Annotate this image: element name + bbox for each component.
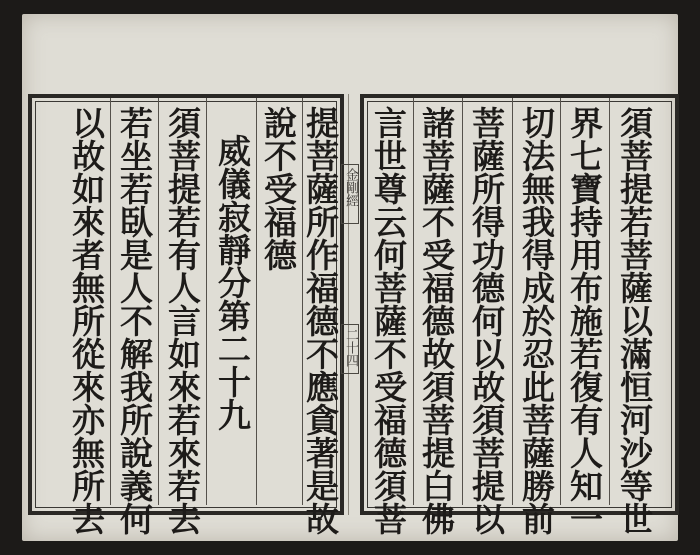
column-rule [560,98,561,505]
book-page [22,14,678,541]
left-column-1-text: 以故如來者無所從來亦無所去 [67,106,106,535]
left-column-5-text: 說不受福德 [259,106,298,271]
column-rule [158,98,159,505]
right-column-2 [416,106,456,535]
right-column-4-text: 切法無我得成於忍此菩薩勝前 [517,106,556,535]
column-rule [609,98,610,505]
left-column-3 [162,106,202,535]
left-column-6-text: 提菩薩所作福德不應貪著是故 [301,106,340,535]
right-column-3 [466,106,506,535]
right-column-5 [564,106,604,535]
left-column-2 [114,106,154,535]
column-rule [413,98,414,505]
column-rule [206,98,207,505]
right-column-2-text: 諸菩薩不受福德故須菩提白佛 [417,106,456,535]
column-rule [256,98,257,505]
column-rule [512,98,513,505]
center-gutter [338,94,360,515]
right-column-1 [368,106,408,535]
right-column-6 [614,106,654,535]
right-column-4 [516,106,556,535]
left-column-2-text: 若坐若臥是人不解我所說義何 [115,106,154,535]
right-column-6-text: 須菩提若菩薩以滿恒河沙等世 [615,106,654,535]
left-column-4-section-heading [212,134,252,431]
left-column-6 [300,106,340,535]
right-column-5-text: 界七寶持用布施若復有人知一 [565,106,604,535]
gutter-folio-number: 二十四 [343,328,358,367]
section-heading-text: 威儀寂靜分第二十九 [213,134,252,431]
gutter-fold-line [348,94,349,515]
left-column-3-text: 須菩提若有人言如來若來若去 [163,106,202,535]
right-column-1-text: 言世尊云何菩薩不受福德須菩 [369,106,408,535]
gutter-title: 金剛經 [343,168,358,207]
column-rule [110,98,111,505]
left-column-1 [66,106,106,535]
left-column-5 [258,106,298,271]
column-rule [462,98,463,505]
right-column-3-text: 菩薩所得功德何以故須菩提以 [467,106,506,535]
